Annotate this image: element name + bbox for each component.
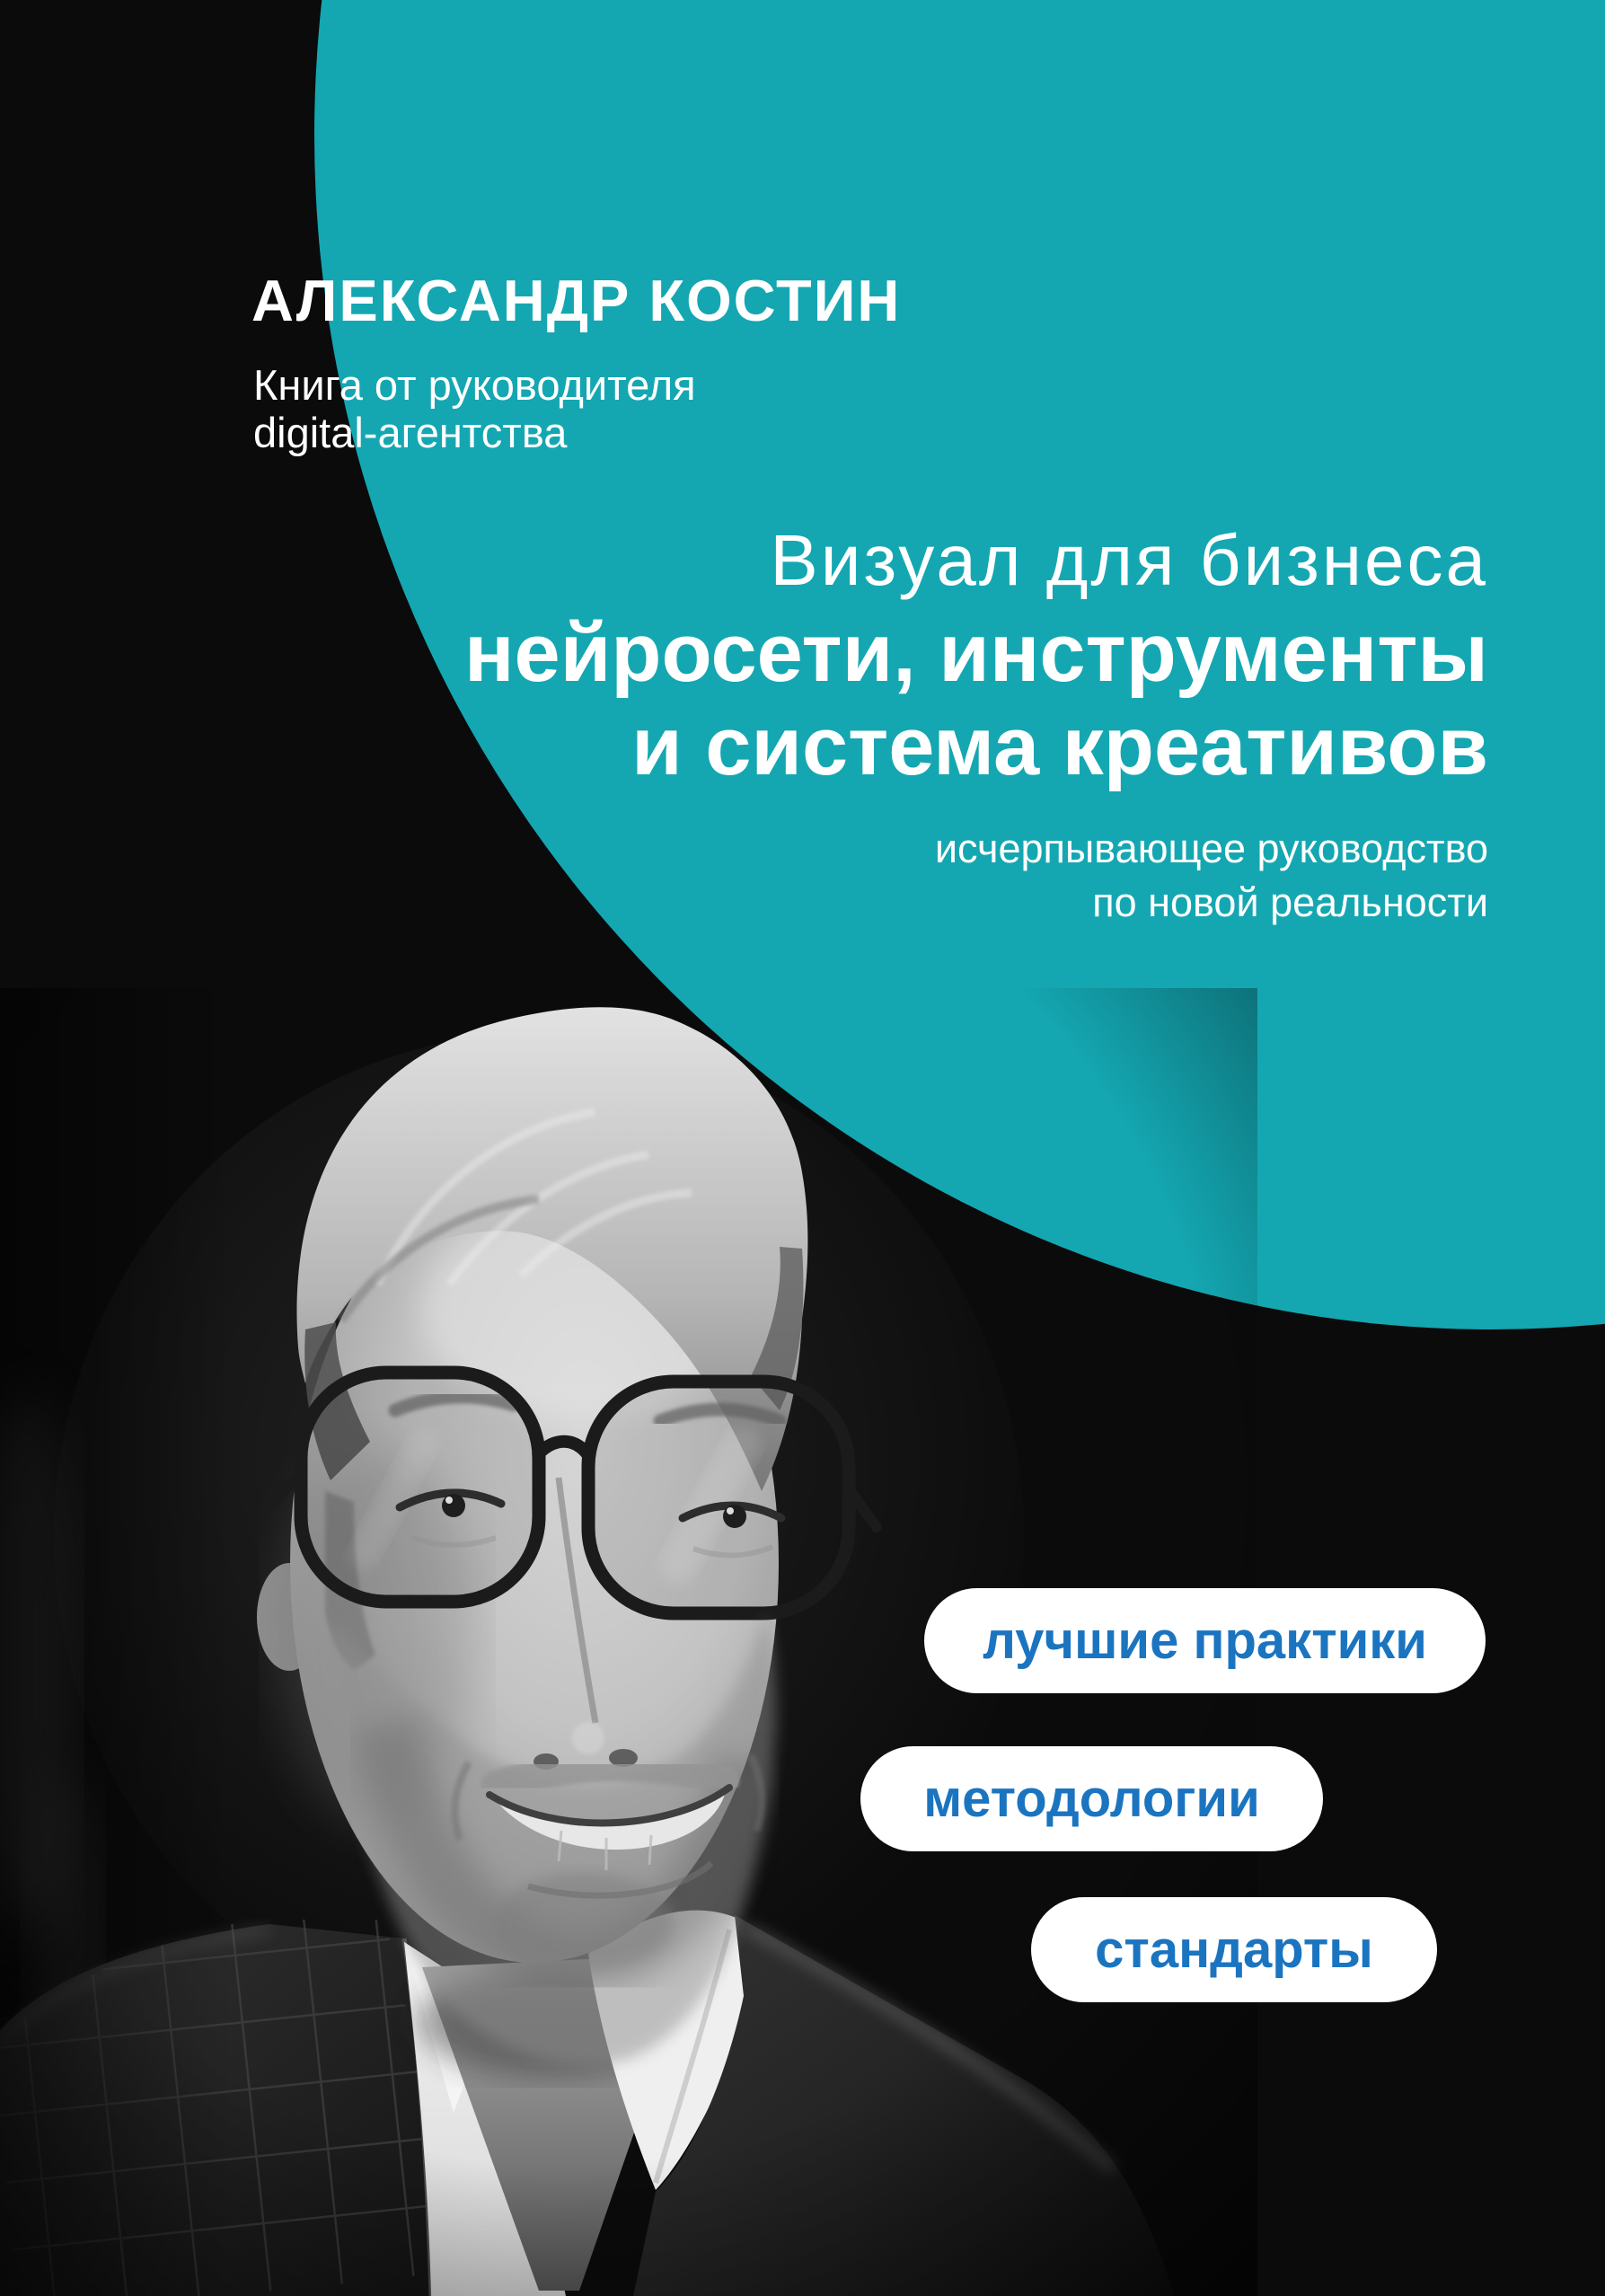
author-name: АЛЕКСАНДР КОСТИН (251, 268, 902, 333)
badge-standards-label: стандарты (1095, 1921, 1373, 1979)
title-block (463, 520, 1488, 930)
book-title-line-1: Визуал для бизнеса (770, 520, 1488, 600)
badge-best-practices-label: лучшие практики (983, 1612, 1427, 1670)
badge-standards (1031, 1897, 1437, 2002)
badge-methodologies (860, 1746, 1323, 1851)
author-description-line-1: Книга от руководителя (253, 361, 696, 409)
book-subtitle-line-2: по новой реальности (1092, 879, 1488, 925)
author-description (253, 361, 696, 456)
badge-best-practices (924, 1588, 1486, 1693)
book-subtitle (464, 822, 1488, 931)
book-title-line-3: и система креативов (631, 700, 1488, 792)
book-title-line-2: нейросети, инструменты (463, 606, 1488, 699)
portrait-edge-shadow (0, 988, 234, 2296)
book-subtitle-line-1: исчерпывающее руководство (934, 825, 1488, 871)
badge-methodologies-label: методологии (923, 1770, 1260, 1828)
author-description-line-2: digital-агентства (253, 409, 568, 457)
